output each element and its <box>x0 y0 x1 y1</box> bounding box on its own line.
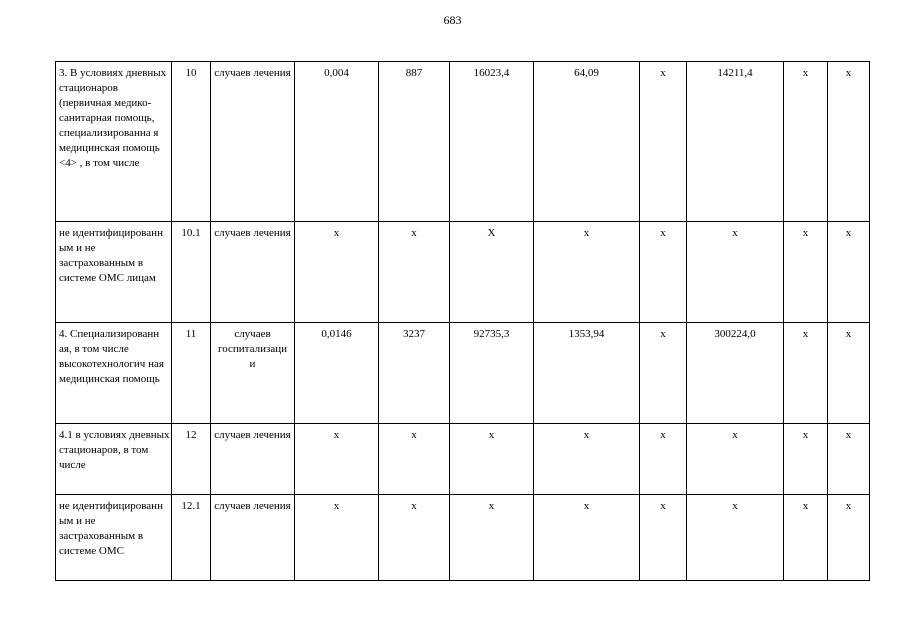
unit-cell: случаев лечения <box>211 62 295 222</box>
unit-cell: случаев лечения <box>211 495 295 581</box>
value-cell: х <box>295 222 379 323</box>
row-number-cell: 10 <box>172 62 211 222</box>
value-cell: х <box>784 495 828 581</box>
value-cell: х <box>828 495 870 581</box>
table-row <box>56 62 870 222</box>
value-cell: х <box>295 424 379 495</box>
value-cell: х <box>784 424 828 495</box>
table-row <box>56 424 870 495</box>
unit-cell: случаев лечения <box>211 222 295 323</box>
value-cell: х <box>295 495 379 581</box>
value-cell: х <box>687 424 784 495</box>
value-cell: х <box>640 323 687 424</box>
value-cell: 16023,4 <box>450 62 534 222</box>
value-cell: х <box>534 222 640 323</box>
value-cell: х <box>784 323 828 424</box>
row-number-cell: 12.1 <box>172 495 211 581</box>
value-cell: 1353,94 <box>534 323 640 424</box>
value-cell: х <box>450 495 534 581</box>
value-cell: х <box>828 424 870 495</box>
value-cell: х <box>379 222 450 323</box>
value-cell: х <box>640 424 687 495</box>
value-cell: 14211,4 <box>687 62 784 222</box>
value-cell: х <box>828 62 870 222</box>
value-cell: х <box>828 222 870 323</box>
value-cell: 92735,3 <box>450 323 534 424</box>
value-cell: 3237 <box>379 323 450 424</box>
value-cell: х <box>450 424 534 495</box>
row-number-cell: 11 <box>172 323 211 424</box>
value-cell: 887 <box>379 62 450 222</box>
value-cell: х <box>379 495 450 581</box>
value-cell: х <box>687 495 784 581</box>
value-cell: 64,09 <box>534 62 640 222</box>
value-cell: х <box>534 424 640 495</box>
page-number: 683 <box>443 13 462 27</box>
table-row <box>56 495 870 581</box>
value-cell: 300224,0 <box>687 323 784 424</box>
value-cell: Х <box>450 222 534 323</box>
value-cell: 0,004 <box>295 62 379 222</box>
row-name-cell: 3. В условиях дневных стационаров (первичная медико-санитарная помощь, специализированна я медицинская помощь <4> , в том числе <box>56 62 172 222</box>
value-cell: 0,0146 <box>295 323 379 424</box>
value-cell: х <box>640 495 687 581</box>
value-cell: х <box>687 222 784 323</box>
table-row <box>56 323 870 424</box>
row-name-cell: не идентифицированн ым и не застрахованным в системе ОМС лицам <box>56 222 172 323</box>
unit-cell: случаев лечения <box>211 424 295 495</box>
value-cell: х <box>379 424 450 495</box>
data-table <box>55 61 870 581</box>
row-name-cell: 4. Специализированн ая, в том числе высокотехнологич ная медицинская помощь <box>56 323 172 424</box>
unit-cell: случаев госпитализаци и <box>211 323 295 424</box>
row-number-cell: 10.1 <box>172 222 211 323</box>
row-name-cell: 4.1 в условиях дневных стационаров, в том числе <box>56 424 172 495</box>
value-cell: х <box>828 323 870 424</box>
row-name-cell: не идентифицированн ым и не застрахованным в системе ОМС <box>56 495 172 581</box>
row-number-cell: 12 <box>172 424 211 495</box>
value-cell: х <box>784 62 828 222</box>
value-cell: х <box>534 495 640 581</box>
value-cell: х <box>640 222 687 323</box>
table-row <box>56 222 870 323</box>
value-cell: х <box>784 222 828 323</box>
value-cell: х <box>640 62 687 222</box>
